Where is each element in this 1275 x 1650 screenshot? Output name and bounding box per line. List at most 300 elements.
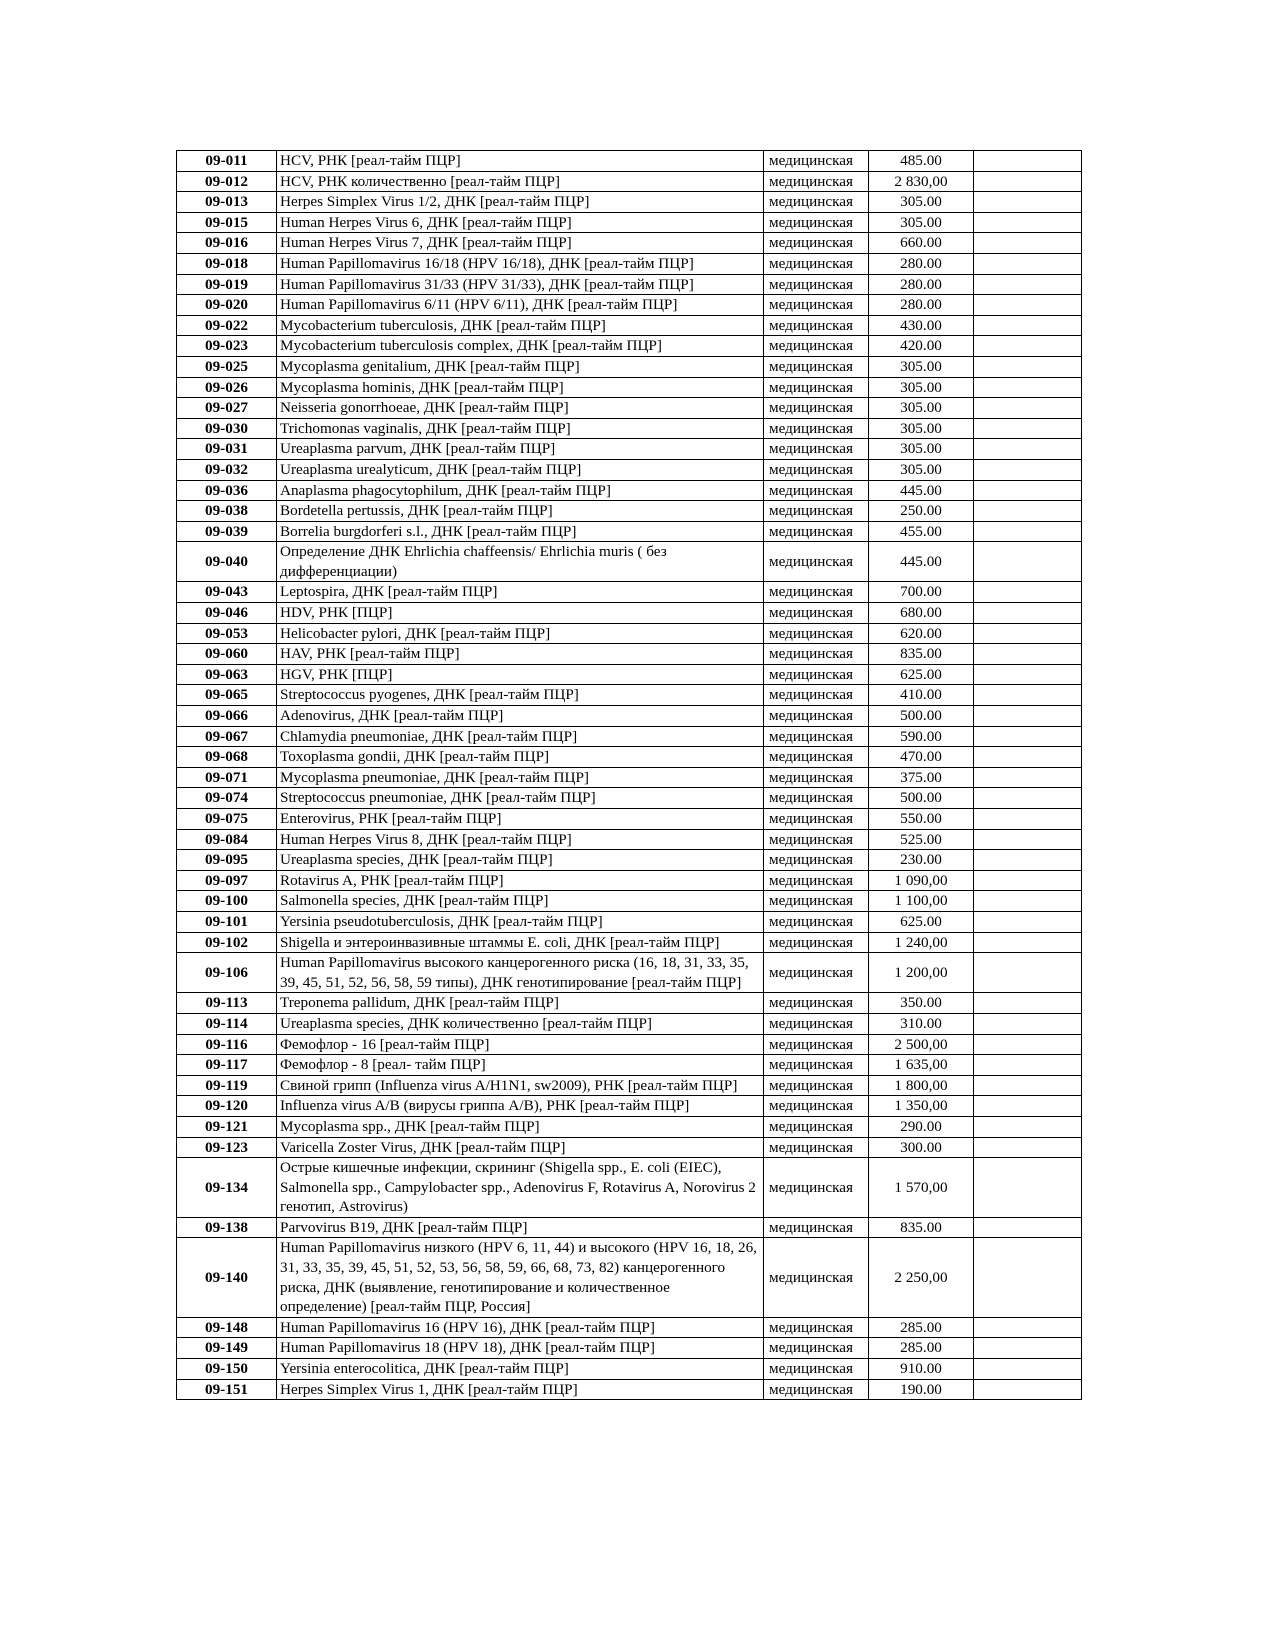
service-name-cell: HAV, РНК [реал-тайм ПЦР] bbox=[277, 644, 764, 665]
service-name-cell: HCV, РНК [реал-тайм ПЦР] bbox=[277, 151, 764, 172]
service-code-cell: 09-015 bbox=[177, 212, 277, 233]
extra-cell bbox=[974, 685, 1082, 706]
table-row bbox=[177, 706, 1082, 727]
service-code-cell: 09-123 bbox=[177, 1137, 277, 1158]
service-name-cell: HDV, РНК [ПЦР] bbox=[277, 603, 764, 624]
table-row bbox=[177, 521, 1082, 542]
table-row bbox=[177, 788, 1082, 809]
service-price-cell: 300.00 bbox=[869, 1137, 974, 1158]
table-row bbox=[177, 993, 1082, 1014]
service-price-cell: 375.00 bbox=[869, 767, 974, 788]
service-price-cell: 910.00 bbox=[869, 1359, 974, 1380]
service-name-cell: Human Papillomavirus 16 (HPV 16), ДНК [реал-тайм ПЦР] bbox=[277, 1317, 764, 1338]
service-name-cell: Human Papillomavirus высокого канцерогенного риска (16, 18, 31, 33, 35, 39, 45, 51, 52, 56, 58, 59 типы), ДНК генотипирование [реал-тайм ПЦР] bbox=[277, 953, 764, 993]
extra-cell bbox=[974, 706, 1082, 727]
service-code-cell: 09-114 bbox=[177, 1013, 277, 1034]
service-type-cell: медицинская bbox=[764, 623, 869, 644]
service-price-cell: 1 090,00 bbox=[869, 870, 974, 891]
service-name-cell: Borrelia burgdorferi s.l., ДНК [реал-тайм ПЦР] bbox=[277, 521, 764, 542]
table-row bbox=[177, 336, 1082, 357]
extra-cell bbox=[974, 1055, 1082, 1076]
service-price-cell: 620.00 bbox=[869, 623, 974, 644]
service-code-cell: 09-023 bbox=[177, 336, 277, 357]
service-code-cell: 09-106 bbox=[177, 953, 277, 993]
service-price-cell: 430.00 bbox=[869, 315, 974, 336]
table-row bbox=[177, 253, 1082, 274]
service-name-cell: Фемофлор - 8 [реал- тайм ПЦР] bbox=[277, 1055, 764, 1076]
extra-cell bbox=[974, 151, 1082, 172]
service-name-cell: Mycoplasma genitalium, ДНК [реал-тайм ПЦР] bbox=[277, 356, 764, 377]
service-code-cell: 09-068 bbox=[177, 747, 277, 768]
service-type-cell: медицинская bbox=[764, 212, 869, 233]
service-name-cell: Human Papillomavirus 16/18 (HPV 16/18), ДНК [реал-тайм ПЦР] bbox=[277, 253, 764, 274]
service-price-cell: 1 635,00 bbox=[869, 1055, 974, 1076]
service-type-cell: медицинская bbox=[764, 521, 869, 542]
service-price-cell: 305.00 bbox=[869, 418, 974, 439]
extra-cell bbox=[974, 644, 1082, 665]
extra-cell bbox=[974, 398, 1082, 419]
table-row bbox=[177, 1338, 1082, 1359]
table-row bbox=[177, 501, 1082, 522]
table-row bbox=[177, 295, 1082, 316]
service-type-cell: медицинская bbox=[764, 151, 869, 172]
extra-cell bbox=[974, 171, 1082, 192]
service-name-cell: Mycoplasma spp., ДНК [реал-тайм ПЦР] bbox=[277, 1116, 764, 1137]
table-body bbox=[177, 151, 1082, 1400]
service-type-cell: медицинская bbox=[764, 542, 869, 582]
service-code-cell: 09-065 bbox=[177, 685, 277, 706]
service-type-cell: медицинская bbox=[764, 685, 869, 706]
service-code-cell: 09-101 bbox=[177, 911, 277, 932]
service-type-cell: медицинская bbox=[764, 1055, 869, 1076]
service-name-cell: Leptospira, ДНК [реал-тайм ПЦР] bbox=[277, 582, 764, 603]
service-code-cell: 09-102 bbox=[177, 932, 277, 953]
service-name-cell: Helicobacter pylori, ДНК [реал-тайм ПЦР] bbox=[277, 623, 764, 644]
extra-cell bbox=[974, 459, 1082, 480]
table-row bbox=[177, 439, 1082, 460]
service-type-cell: медицинская bbox=[764, 993, 869, 1014]
service-type-cell: медицинская bbox=[764, 356, 869, 377]
service-type-cell: медицинская bbox=[764, 295, 869, 316]
service-price-cell: 445.00 bbox=[869, 480, 974, 501]
table-row bbox=[177, 911, 1082, 932]
service-code-cell: 09-150 bbox=[177, 1359, 277, 1380]
service-price-cell: 310.00 bbox=[869, 1013, 974, 1034]
service-price-cell: 285.00 bbox=[869, 1317, 974, 1338]
service-code-cell: 09-074 bbox=[177, 788, 277, 809]
service-name-cell: Human Papillomavirus 6/11 (HPV 6/11), ДНК [реал-тайм ПЦР] bbox=[277, 295, 764, 316]
service-type-cell: медицинская bbox=[764, 767, 869, 788]
service-price-cell: 305.00 bbox=[869, 212, 974, 233]
table-row bbox=[177, 1217, 1082, 1238]
service-price-cell: 1 100,00 bbox=[869, 891, 974, 912]
table-row bbox=[177, 1238, 1082, 1317]
extra-cell bbox=[974, 1338, 1082, 1359]
extra-cell bbox=[974, 1359, 1082, 1380]
service-name-cell: Yersinia enterocolitica, ДНК [реал-тайм ПЦР] bbox=[277, 1359, 764, 1380]
service-price-cell: 305.00 bbox=[869, 398, 974, 419]
extra-cell bbox=[974, 233, 1082, 254]
table-row bbox=[177, 1013, 1082, 1034]
table-row bbox=[177, 1096, 1082, 1117]
service-type-cell: медицинская bbox=[764, 726, 869, 747]
service-type-cell: медицинская bbox=[764, 1379, 869, 1400]
service-code-cell: 09-097 bbox=[177, 870, 277, 891]
extra-cell bbox=[974, 953, 1082, 993]
service-code-cell: 09-117 bbox=[177, 1055, 277, 1076]
service-type-cell: медицинская bbox=[764, 253, 869, 274]
service-code-cell: 09-071 bbox=[177, 767, 277, 788]
service-type-cell: медицинская bbox=[764, 603, 869, 624]
service-name-cell: Human Herpes Virus 8, ДНК [реал-тайм ПЦР] bbox=[277, 829, 764, 850]
service-code-cell: 09-053 bbox=[177, 623, 277, 644]
service-name-cell: Свиной грипп (Influenza virus A/H1N1, sw2009), РНК [реал-тайм ПЦР] bbox=[277, 1075, 764, 1096]
service-price-cell: 445.00 bbox=[869, 542, 974, 582]
extra-cell bbox=[974, 664, 1082, 685]
extra-cell bbox=[974, 192, 1082, 213]
table-row bbox=[177, 664, 1082, 685]
service-type-cell: медицинская bbox=[764, 1338, 869, 1359]
extra-cell bbox=[974, 1158, 1082, 1218]
service-code-cell: 09-026 bbox=[177, 377, 277, 398]
service-type-cell: медицинская bbox=[764, 1034, 869, 1055]
service-type-cell: медицинская bbox=[764, 1137, 869, 1158]
service-type-cell: медицинская bbox=[764, 336, 869, 357]
service-price-cell: 1 800,00 bbox=[869, 1075, 974, 1096]
table-row bbox=[177, 891, 1082, 912]
extra-cell bbox=[974, 521, 1082, 542]
extra-cell bbox=[974, 336, 1082, 357]
service-code-cell: 09-031 bbox=[177, 439, 277, 460]
table-row bbox=[177, 1055, 1082, 1076]
service-code-cell: 09-046 bbox=[177, 603, 277, 624]
extra-cell bbox=[974, 501, 1082, 522]
service-code-cell: 09-022 bbox=[177, 315, 277, 336]
service-code-cell: 09-036 bbox=[177, 480, 277, 501]
service-price-cell: 1 570,00 bbox=[869, 1158, 974, 1218]
table-row bbox=[177, 623, 1082, 644]
service-name-cell: Ureaplasma parvum, ДНК [реал-тайм ПЦР] bbox=[277, 439, 764, 460]
table-row bbox=[177, 1034, 1082, 1055]
table-row bbox=[177, 1158, 1082, 1218]
service-name-cell: Shigella и энтероинвазивные штаммы E. coli, ДНК [реал-тайм ПЦР] bbox=[277, 932, 764, 953]
service-name-cell: Bordetella pertussis, ДНК [реал-тайм ПЦР] bbox=[277, 501, 764, 522]
extra-cell bbox=[974, 788, 1082, 809]
extra-cell bbox=[974, 1379, 1082, 1400]
service-code-cell: 09-040 bbox=[177, 542, 277, 582]
extra-cell bbox=[974, 253, 1082, 274]
service-price-cell: 305.00 bbox=[869, 459, 974, 480]
service-price-cell: 700.00 bbox=[869, 582, 974, 603]
table-row bbox=[177, 274, 1082, 295]
extra-cell bbox=[974, 274, 1082, 295]
service-name-cell: Ureaplasma urealyticum, ДНК [реал-тайм ПЦР] bbox=[277, 459, 764, 480]
service-code-cell: 09-116 bbox=[177, 1034, 277, 1055]
service-type-cell: медицинская bbox=[764, 850, 869, 871]
service-name-cell: HCV, РНК количественно [реал-тайм ПЦР] bbox=[277, 171, 764, 192]
extra-cell bbox=[974, 993, 1082, 1014]
table-row bbox=[177, 603, 1082, 624]
table-row bbox=[177, 315, 1082, 336]
service-price-cell: 550.00 bbox=[869, 809, 974, 830]
table-row bbox=[177, 212, 1082, 233]
service-code-cell: 09-012 bbox=[177, 171, 277, 192]
table-row bbox=[177, 542, 1082, 582]
table-row bbox=[177, 829, 1082, 850]
table-row bbox=[177, 644, 1082, 665]
service-price-cell: 190.00 bbox=[869, 1379, 974, 1400]
service-type-cell: медицинская bbox=[764, 439, 869, 460]
service-name-cell: Human Papillomavirus низкого (HPV 6, 11, 44) и высокого (HPV 16, 18, 26, 31, 33, 35, 39, 45, 51, 52, 53, 56, 58, 59, 66, 68, 73, 82) канцерогенного риска, ДНК (выявление, генотипирование и количественное определение) [реал-тайм ПЦР, Россия] bbox=[277, 1238, 764, 1317]
service-price-cell: 660.00 bbox=[869, 233, 974, 254]
service-name-cell: Anaplasma phagocytophilum, ДНК [реал-тайм ПЦР] bbox=[277, 480, 764, 501]
service-code-cell: 09-020 bbox=[177, 295, 277, 316]
extra-cell bbox=[974, 1217, 1082, 1238]
service-name-cell: Trichomonas vaginalis, ДНК [реал-тайм ПЦР] bbox=[277, 418, 764, 439]
service-price-cell: 280.00 bbox=[869, 253, 974, 274]
service-code-cell: 09-113 bbox=[177, 993, 277, 1014]
extra-cell bbox=[974, 377, 1082, 398]
service-price-cell: 1 200,00 bbox=[869, 953, 974, 993]
service-code-cell: 09-067 bbox=[177, 726, 277, 747]
service-name-cell: Human Papillomavirus 31/33 (HPV 31/33), ДНК [реал-тайм ПЦР] bbox=[277, 274, 764, 295]
service-name-cell: Herpes Simplex Virus 1/2, ДНК [реал-тайм ПЦР] bbox=[277, 192, 764, 213]
service-name-cell: Фемофлор - 16 [реал-тайм ПЦР] bbox=[277, 1034, 764, 1055]
service-type-cell: медицинская bbox=[764, 377, 869, 398]
table-row bbox=[177, 459, 1082, 480]
service-type-cell: медицинская bbox=[764, 1075, 869, 1096]
service-code-cell: 09-138 bbox=[177, 1217, 277, 1238]
service-price-cell: 2 250,00 bbox=[869, 1238, 974, 1317]
service-type-cell: медицинская bbox=[764, 398, 869, 419]
service-type-cell: медицинская bbox=[764, 192, 869, 213]
service-type-cell: медицинская bbox=[764, 1116, 869, 1137]
service-name-cell: Parvovirus B19, ДНК [реал-тайм ПЦР] bbox=[277, 1217, 764, 1238]
table-row bbox=[177, 1116, 1082, 1137]
service-type-cell: медицинская bbox=[764, 932, 869, 953]
table-row bbox=[177, 398, 1082, 419]
service-price-cell: 590.00 bbox=[869, 726, 974, 747]
service-type-cell: медицинская bbox=[764, 1317, 869, 1338]
extra-cell bbox=[974, 295, 1082, 316]
service-type-cell: медицинская bbox=[764, 747, 869, 768]
table-row bbox=[177, 377, 1082, 398]
table-row bbox=[177, 171, 1082, 192]
service-name-cell: Mycoplasma hominis, ДНК [реал-тайм ПЦР] bbox=[277, 377, 764, 398]
service-price-cell: 305.00 bbox=[869, 192, 974, 213]
service-price-cell: 350.00 bbox=[869, 993, 974, 1014]
service-price-cell: 280.00 bbox=[869, 295, 974, 316]
service-code-cell: 09-121 bbox=[177, 1116, 277, 1137]
service-type-cell: медицинская bbox=[764, 809, 869, 830]
service-price-cell: 1 350,00 bbox=[869, 1096, 974, 1117]
service-price-cell: 835.00 bbox=[869, 644, 974, 665]
service-code-cell: 09-120 bbox=[177, 1096, 277, 1117]
table-row bbox=[177, 870, 1082, 891]
service-type-cell: медицинская bbox=[764, 315, 869, 336]
service-code-cell: 09-075 bbox=[177, 809, 277, 830]
service-type-cell: медицинская bbox=[764, 274, 869, 295]
price-table bbox=[176, 150, 1082, 1400]
service-code-cell: 09-148 bbox=[177, 1317, 277, 1338]
service-name-cell: Mycobacterium tuberculosis complex, ДНК [реал-тайм ПЦР] bbox=[277, 336, 764, 357]
service-type-cell: медицинская bbox=[764, 706, 869, 727]
extra-cell bbox=[974, 932, 1082, 953]
table-row bbox=[177, 1075, 1082, 1096]
service-name-cell: Mycoplasma pneumoniae, ДНК [реал-тайм ПЦР] bbox=[277, 767, 764, 788]
extra-cell bbox=[974, 212, 1082, 233]
service-code-cell: 09-095 bbox=[177, 850, 277, 871]
service-type-cell: медицинская bbox=[764, 1238, 869, 1317]
extra-cell bbox=[974, 1137, 1082, 1158]
table-row bbox=[177, 480, 1082, 501]
service-price-cell: 2 830,00 bbox=[869, 171, 974, 192]
service-code-cell: 09-030 bbox=[177, 418, 277, 439]
service-price-cell: 305.00 bbox=[869, 356, 974, 377]
service-code-cell: 09-043 bbox=[177, 582, 277, 603]
extra-cell bbox=[974, 747, 1082, 768]
service-code-cell: 09-119 bbox=[177, 1075, 277, 1096]
service-name-cell: Streptococcus pyogenes, ДНК [реал-тайм ПЦР] bbox=[277, 685, 764, 706]
table-row bbox=[177, 953, 1082, 993]
service-price-cell: 250.00 bbox=[869, 501, 974, 522]
service-name-cell: Treponema pallidum, ДНК [реал-тайм ПЦР] bbox=[277, 993, 764, 1014]
table-row bbox=[177, 151, 1082, 172]
service-price-cell: 410.00 bbox=[869, 685, 974, 706]
service-price-cell: 525.00 bbox=[869, 829, 974, 850]
service-name-cell: Ureaplasma species, ДНК [реал-тайм ПЦР] bbox=[277, 850, 764, 871]
extra-cell bbox=[974, 911, 1082, 932]
service-price-cell: 285.00 bbox=[869, 1338, 974, 1359]
extra-cell bbox=[974, 1096, 1082, 1117]
service-type-cell: медицинская bbox=[764, 911, 869, 932]
extra-cell bbox=[974, 726, 1082, 747]
table-row bbox=[177, 932, 1082, 953]
table-row bbox=[177, 850, 1082, 871]
service-name-cell: Mycobacterium tuberculosis, ДНК [реал-тайм ПЦР] bbox=[277, 315, 764, 336]
service-type-cell: медицинская bbox=[764, 418, 869, 439]
service-name-cell: Определение ДНК Ehrlichia chaffeensis/ Ehrlichia muris ( без дифференциации) bbox=[277, 542, 764, 582]
service-code-cell: 09-027 bbox=[177, 398, 277, 419]
service-name-cell: Herpes Simplex Virus 1, ДНК [реал-тайм ПЦР] bbox=[277, 1379, 764, 1400]
table-row bbox=[177, 192, 1082, 213]
service-price-cell: 305.00 bbox=[869, 377, 974, 398]
table-row bbox=[177, 233, 1082, 254]
extra-cell bbox=[974, 1075, 1082, 1096]
service-price-cell: 680.00 bbox=[869, 603, 974, 624]
service-code-cell: 09-066 bbox=[177, 706, 277, 727]
service-code-cell: 09-063 bbox=[177, 664, 277, 685]
table-row bbox=[177, 582, 1082, 603]
table-row bbox=[177, 418, 1082, 439]
table-row bbox=[177, 726, 1082, 747]
extra-cell bbox=[974, 480, 1082, 501]
table-row bbox=[177, 1379, 1082, 1400]
service-price-cell: 500.00 bbox=[869, 788, 974, 809]
table-row bbox=[177, 809, 1082, 830]
service-code-cell: 09-016 bbox=[177, 233, 277, 254]
extra-cell bbox=[974, 767, 1082, 788]
service-type-cell: медицинская bbox=[764, 664, 869, 685]
service-code-cell: 09-011 bbox=[177, 151, 277, 172]
service-code-cell: 09-019 bbox=[177, 274, 277, 295]
service-price-cell: 500.00 bbox=[869, 706, 974, 727]
service-type-cell: медицинская bbox=[764, 1359, 869, 1380]
service-name-cell: Toxoplasma gondii, ДНК [реал-тайм ПЦР] bbox=[277, 747, 764, 768]
service-type-cell: медицинская bbox=[764, 171, 869, 192]
service-type-cell: медицинская bbox=[764, 480, 869, 501]
service-name-cell: Chlamydia pneumoniae, ДНК [реал-тайм ПЦР] bbox=[277, 726, 764, 747]
service-price-cell: 1 240,00 bbox=[869, 932, 974, 953]
extra-cell bbox=[974, 1238, 1082, 1317]
table-row bbox=[177, 767, 1082, 788]
service-type-cell: медицинская bbox=[764, 953, 869, 993]
extra-cell bbox=[974, 1317, 1082, 1338]
extra-cell bbox=[974, 1034, 1082, 1055]
service-price-cell: 835.00 bbox=[869, 1217, 974, 1238]
service-code-cell: 09-025 bbox=[177, 356, 277, 377]
extra-cell bbox=[974, 1116, 1082, 1137]
extra-cell bbox=[974, 809, 1082, 830]
service-price-cell: 420.00 bbox=[869, 336, 974, 357]
service-price-cell: 455.00 bbox=[869, 521, 974, 542]
service-code-cell: 09-100 bbox=[177, 891, 277, 912]
service-name-cell: HGV, РНК [ПЦР] bbox=[277, 664, 764, 685]
extra-cell bbox=[974, 439, 1082, 460]
table-row bbox=[177, 1359, 1082, 1380]
service-code-cell: 09-013 bbox=[177, 192, 277, 213]
service-name-cell: Human Herpes Virus 7, ДНК [реал-тайм ПЦР] bbox=[277, 233, 764, 254]
service-name-cell: Human Herpes Virus 6, ДНК [реал-тайм ПЦР] bbox=[277, 212, 764, 233]
service-type-cell: медицинская bbox=[764, 459, 869, 480]
service-price-cell: 230.00 bbox=[869, 850, 974, 871]
extra-cell bbox=[974, 603, 1082, 624]
service-type-cell: медицинская bbox=[764, 1217, 869, 1238]
service-price-cell: 305.00 bbox=[869, 439, 974, 460]
service-type-cell: медицинская bbox=[764, 582, 869, 603]
service-price-cell: 485.00 bbox=[869, 151, 974, 172]
service-price-cell: 290.00 bbox=[869, 1116, 974, 1137]
service-name-cell: Influenza virus A/B (вирусы гриппа A/B), РНК [реал-тайм ПЦР] bbox=[277, 1096, 764, 1117]
service-price-cell: 470.00 bbox=[869, 747, 974, 768]
service-price-cell: 280.00 bbox=[869, 274, 974, 295]
service-code-cell: 09-038 bbox=[177, 501, 277, 522]
table-row bbox=[177, 1317, 1082, 1338]
service-type-cell: медицинская bbox=[764, 1096, 869, 1117]
extra-cell bbox=[974, 829, 1082, 850]
service-price-cell: 2 500,00 bbox=[869, 1034, 974, 1055]
service-type-cell: медицинская bbox=[764, 870, 869, 891]
extra-cell bbox=[974, 1013, 1082, 1034]
service-code-cell: 09-084 bbox=[177, 829, 277, 850]
service-type-cell: медицинская bbox=[764, 501, 869, 522]
service-price-cell: 625.00 bbox=[869, 664, 974, 685]
extra-cell bbox=[974, 315, 1082, 336]
service-type-cell: медицинская bbox=[764, 829, 869, 850]
service-code-cell: 09-134 bbox=[177, 1158, 277, 1218]
service-type-cell: медицинская bbox=[764, 1013, 869, 1034]
service-name-cell: Rotavirus A, РНК [реал-тайм ПЦР] bbox=[277, 870, 764, 891]
service-code-cell: 09-140 bbox=[177, 1238, 277, 1317]
service-code-cell: 09-032 bbox=[177, 459, 277, 480]
table-row bbox=[177, 1137, 1082, 1158]
service-name-cell: Enterovirus, РНК [реал-тайм ПЦР] bbox=[277, 809, 764, 830]
extra-cell bbox=[974, 356, 1082, 377]
service-code-cell: 09-018 bbox=[177, 253, 277, 274]
service-name-cell: Острые кишечные инфекции, скрининг (Shigella spp., E. coli (EIEC), Salmonella spp., Campylobacter spp., Adenovirus F, Rotavirus A, Norovirus 2 генотип, Astrovirus) bbox=[277, 1158, 764, 1218]
service-name-cell: Adenovirus, ДНК [реал-тайм ПЦР] bbox=[277, 706, 764, 727]
extra-cell bbox=[974, 542, 1082, 582]
